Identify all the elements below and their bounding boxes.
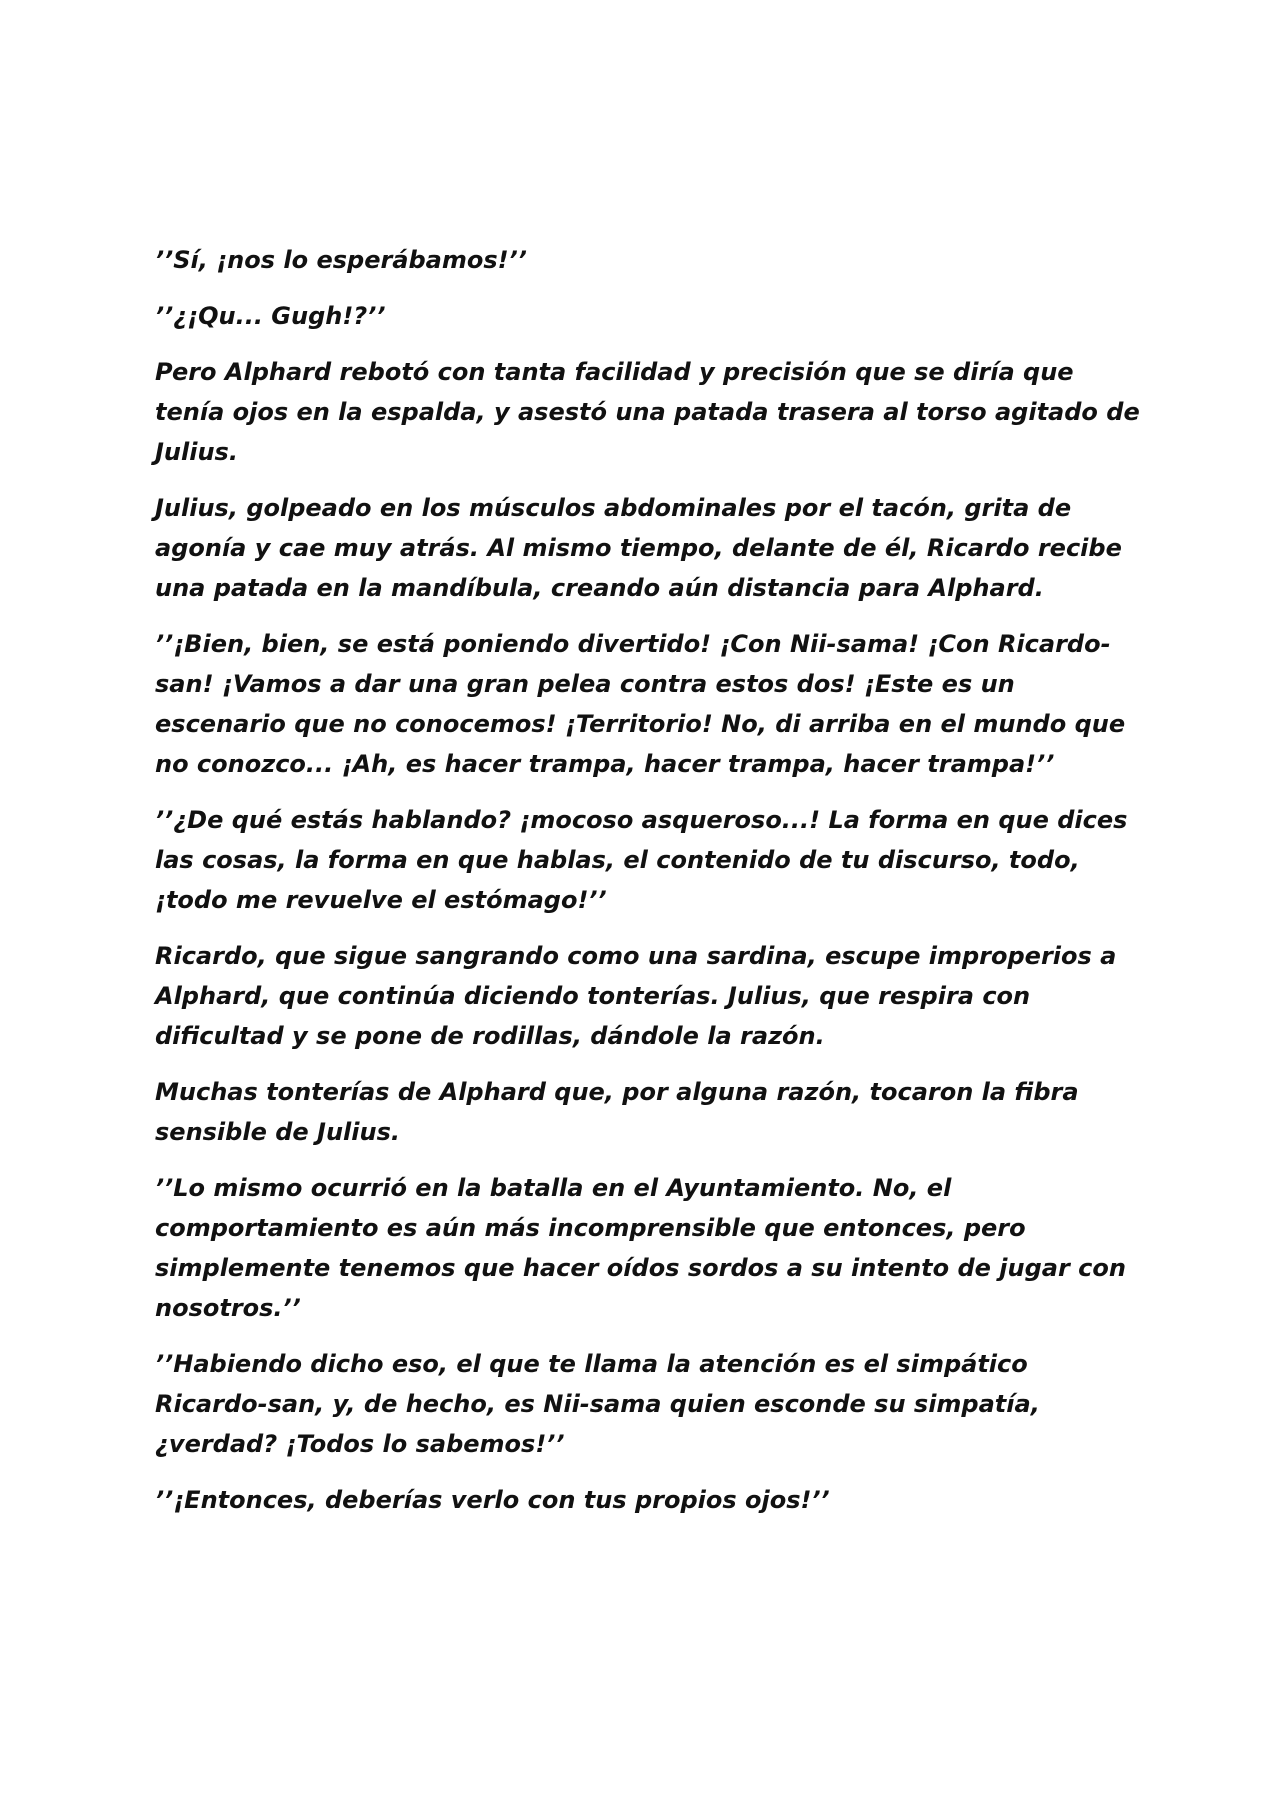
paragraph-11: ’’¡Entonces, deberías verlo con tus propios ojos!’’ (155, 1486, 830, 1514)
paragraph-4: Julius, golpeado en los músculos abdominales por el tacón, grita de agonía y cae muy atrás. Al mismo tiempo, delante de él, Ricardo recibe una patada en la mandíbula, creando aún distancia para Alphard. (155, 494, 1122, 602)
paragraph-6: ’’¿De qué estás hablando? ¡mocoso asqueroso...! La forma en que dices las cosas, la forma en que hablas, el contenido de tu discurso, todo, ¡todo me revuelve el estómago!’’ (155, 806, 1128, 914)
paragraph-2: ’’¿¡Qu... Gugh!?’’ (155, 302, 386, 330)
body-text (155, 240, 1145, 1536)
paragraph-8: Muchas tonterías de Alphard que, por alguna razón, tocaron la fibra sensible de Julius. (155, 1078, 1079, 1146)
paragraph-9: ’’Lo mismo ocurrió en la batalla en el Ayuntamiento. No, el comportamiento es aún más incomprensible que entonces, pero simplemente tenemos que hacer oídos sordos a su intento de jugar con nosotros.’’ (155, 1174, 1126, 1322)
paragraph-7: Ricardo, que sigue sangrando como una sardina, escupe improperios a Alphard, que continúa diciendo tonterías. Julius, que respira con dificultad y se pone de rodillas, dándole la razón. (155, 942, 1117, 1050)
paragraph-5: ’’¡Bien, bien, se está poniendo divertido! ¡Con Nii-sama! ¡Con Ricardo-san! ¡Vamos a dar una gran pelea contra estos dos! ¡Este es un escenario que no conocemos! ¡Territorio! No, di arriba en el mundo que no conozco... ¡Ah, es hacer trampa, hacer trampa, hacer trampa!’’ (155, 630, 1126, 778)
paragraph-10: ’’Habiendo dicho eso, el que te llama la atención es el simpático Ricardo-san, y, de hecho, es Nii-sama quien esconde su simpatía, ¿verdad? ¡Todos lo sabemos!’’ (155, 1350, 1040, 1458)
paragraph-3: Pero Alphard rebotó con tanta facilidad y precisión que se diría que tenía ojos en la espalda, y asestó una patada trasera al torso agitado de Julius. (155, 358, 1140, 466)
paragraph-1: ’’Sí, ¡nos lo esperábamos!’’ (155, 246, 527, 274)
